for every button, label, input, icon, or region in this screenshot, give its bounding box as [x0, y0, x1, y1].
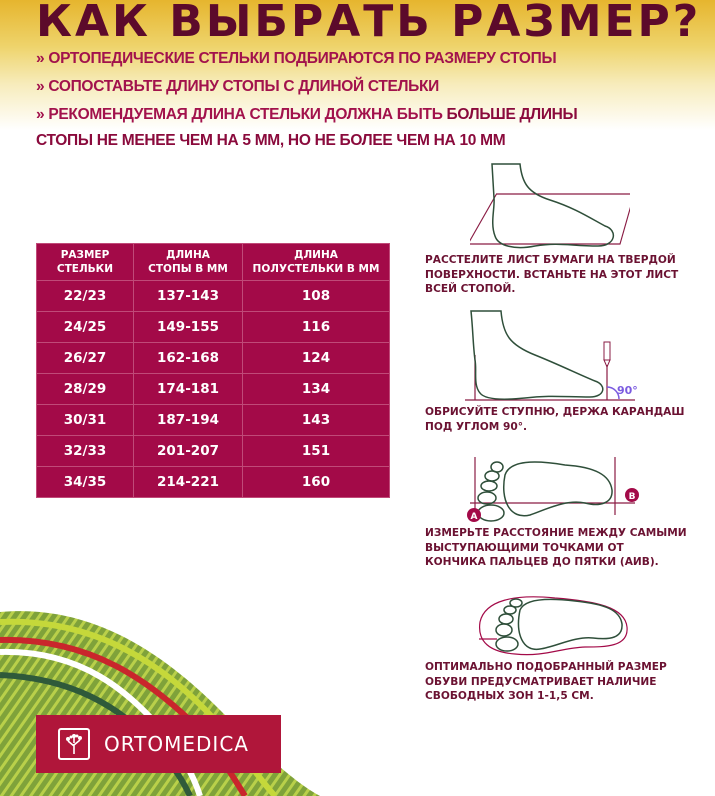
table-row [37, 281, 390, 312]
footprint-in-shoe-icon [475, 592, 635, 657]
size-cell: 32/33 [37, 436, 134, 467]
size-cell: 24/25 [37, 312, 134, 343]
insole-length-cell: 143 [243, 405, 390, 436]
table-row [37, 312, 390, 343]
bullet-2: » СОПОСТАВЬТЕ ДЛИНУ СТОПЫ С ДЛИНОЙ СТЕЛЬКИ [36, 78, 440, 95]
insole-length-cell: 160 [243, 467, 390, 498]
footprint-measure-icon [465, 455, 665, 530]
insole-length-cell: 124 [243, 343, 390, 374]
foot-length-cell: 149-155 [134, 312, 243, 343]
table-row [37, 405, 390, 436]
svg-text:B: B [628, 492, 636, 502]
step-1-text: РАССТЕЛИТЕ ЛИСТ БУМАГИ НА ТВЕРДОЙ ПОВЕРХНОСТИ. ВСТАНЬТЕ НА ЭТОТ ЛИСТ ВСЕЙ СТОПОЙ. [425, 254, 679, 295]
brand-name: ORTOMEDICA [104, 732, 249, 756]
size-table [36, 243, 390, 498]
table-row [37, 343, 390, 374]
foot-on-paper-icon [470, 158, 630, 250]
table-row [37, 374, 390, 405]
ortomedica-logo [36, 715, 281, 773]
size-cell: 28/29 [37, 374, 134, 405]
foot-with-pencil-icon [465, 305, 685, 405]
header-size: РАЗМЕР СТЕЛЬКИ [37, 244, 134, 281]
angle-label: 90° [617, 384, 638, 397]
foot-length-cell: 162-168 [134, 343, 243, 374]
table-row [37, 436, 390, 467]
header-insole-length: ДЛИНА ПОЛУСТЕЛЬКИ В ММ [243, 244, 390, 281]
foot-length-cell: 201-207 [134, 436, 243, 467]
page-title: КАК ВЫБРАТЬ РАЗМЕР? [36, 0, 702, 47]
size-cell: 22/23 [37, 281, 134, 312]
size-cell: 30/31 [37, 405, 134, 436]
foot-length-cell: 187-194 [134, 405, 243, 436]
foot-length-cell: 174-181 [134, 374, 243, 405]
insole-length-cell: 116 [243, 312, 390, 343]
insole-length-cell: 134 [243, 374, 390, 405]
step-2-text: ОБРИСУЙТЕ СТУПНЮ, ДЕРЖА КАРАНДАШ ПОД УГЛОМ 90°. [425, 406, 685, 433]
step-4-text: ОПТИМАЛЬНО ПОДОБРАННЫЙ РАЗМЕР ОБУВИ ПРЕДУСМАТРИВАЕТ НАЛИЧИЕ СВОБОДНЫХ ЗОН 1-1,5 СМ. [425, 661, 667, 702]
size-cell: 34/35 [37, 467, 134, 498]
bullet-1: » ОРТОПЕДИЧЕСКИЕ СТЕЛЬКИ ПОДБИРАЮТСЯ ПО РАЗМЕРУ СТОПЫ [36, 50, 557, 67]
step-3-text: ИЗМЕРЬТЕ РАССТОЯНИЕ МЕЖДУ САМЫМИ ВЫСТУПАЮЩИМИ ТОЧКАМИ ОТ КОНЧИКА ПАЛЬЦЕВ ДО ПЯТКИ (АИВ). [425, 527, 687, 568]
table-row [37, 467, 390, 498]
table-header-row [37, 244, 390, 281]
bullet-3: » РЕКОМЕНДУЕМАЯ ДЛИНА СТЕЛЬКИ ДОЛЖНА БЫТЬ БОЛЬШЕ ДЛИНЫ [36, 106, 578, 123]
svg-text:A: A [470, 512, 478, 522]
insole-length-cell: 151 [243, 436, 390, 467]
bullet-3-line2: СТОПЫ НЕ МЕНЕЕ ЧЕМ НА 5 ММ, НО НЕ БОЛЕЕ ЧЕМ НА 10 ММ [36, 132, 506, 149]
insole-length-cell: 108 [243, 281, 390, 312]
tree-logo-icon [58, 728, 90, 760]
foot-length-cell: 214-221 [134, 467, 243, 498]
header-foot-length: ДЛИНА СТОПЫ В ММ [134, 244, 243, 281]
foot-length-cell: 137-143 [134, 281, 243, 312]
size-cell: 26/27 [37, 343, 134, 374]
